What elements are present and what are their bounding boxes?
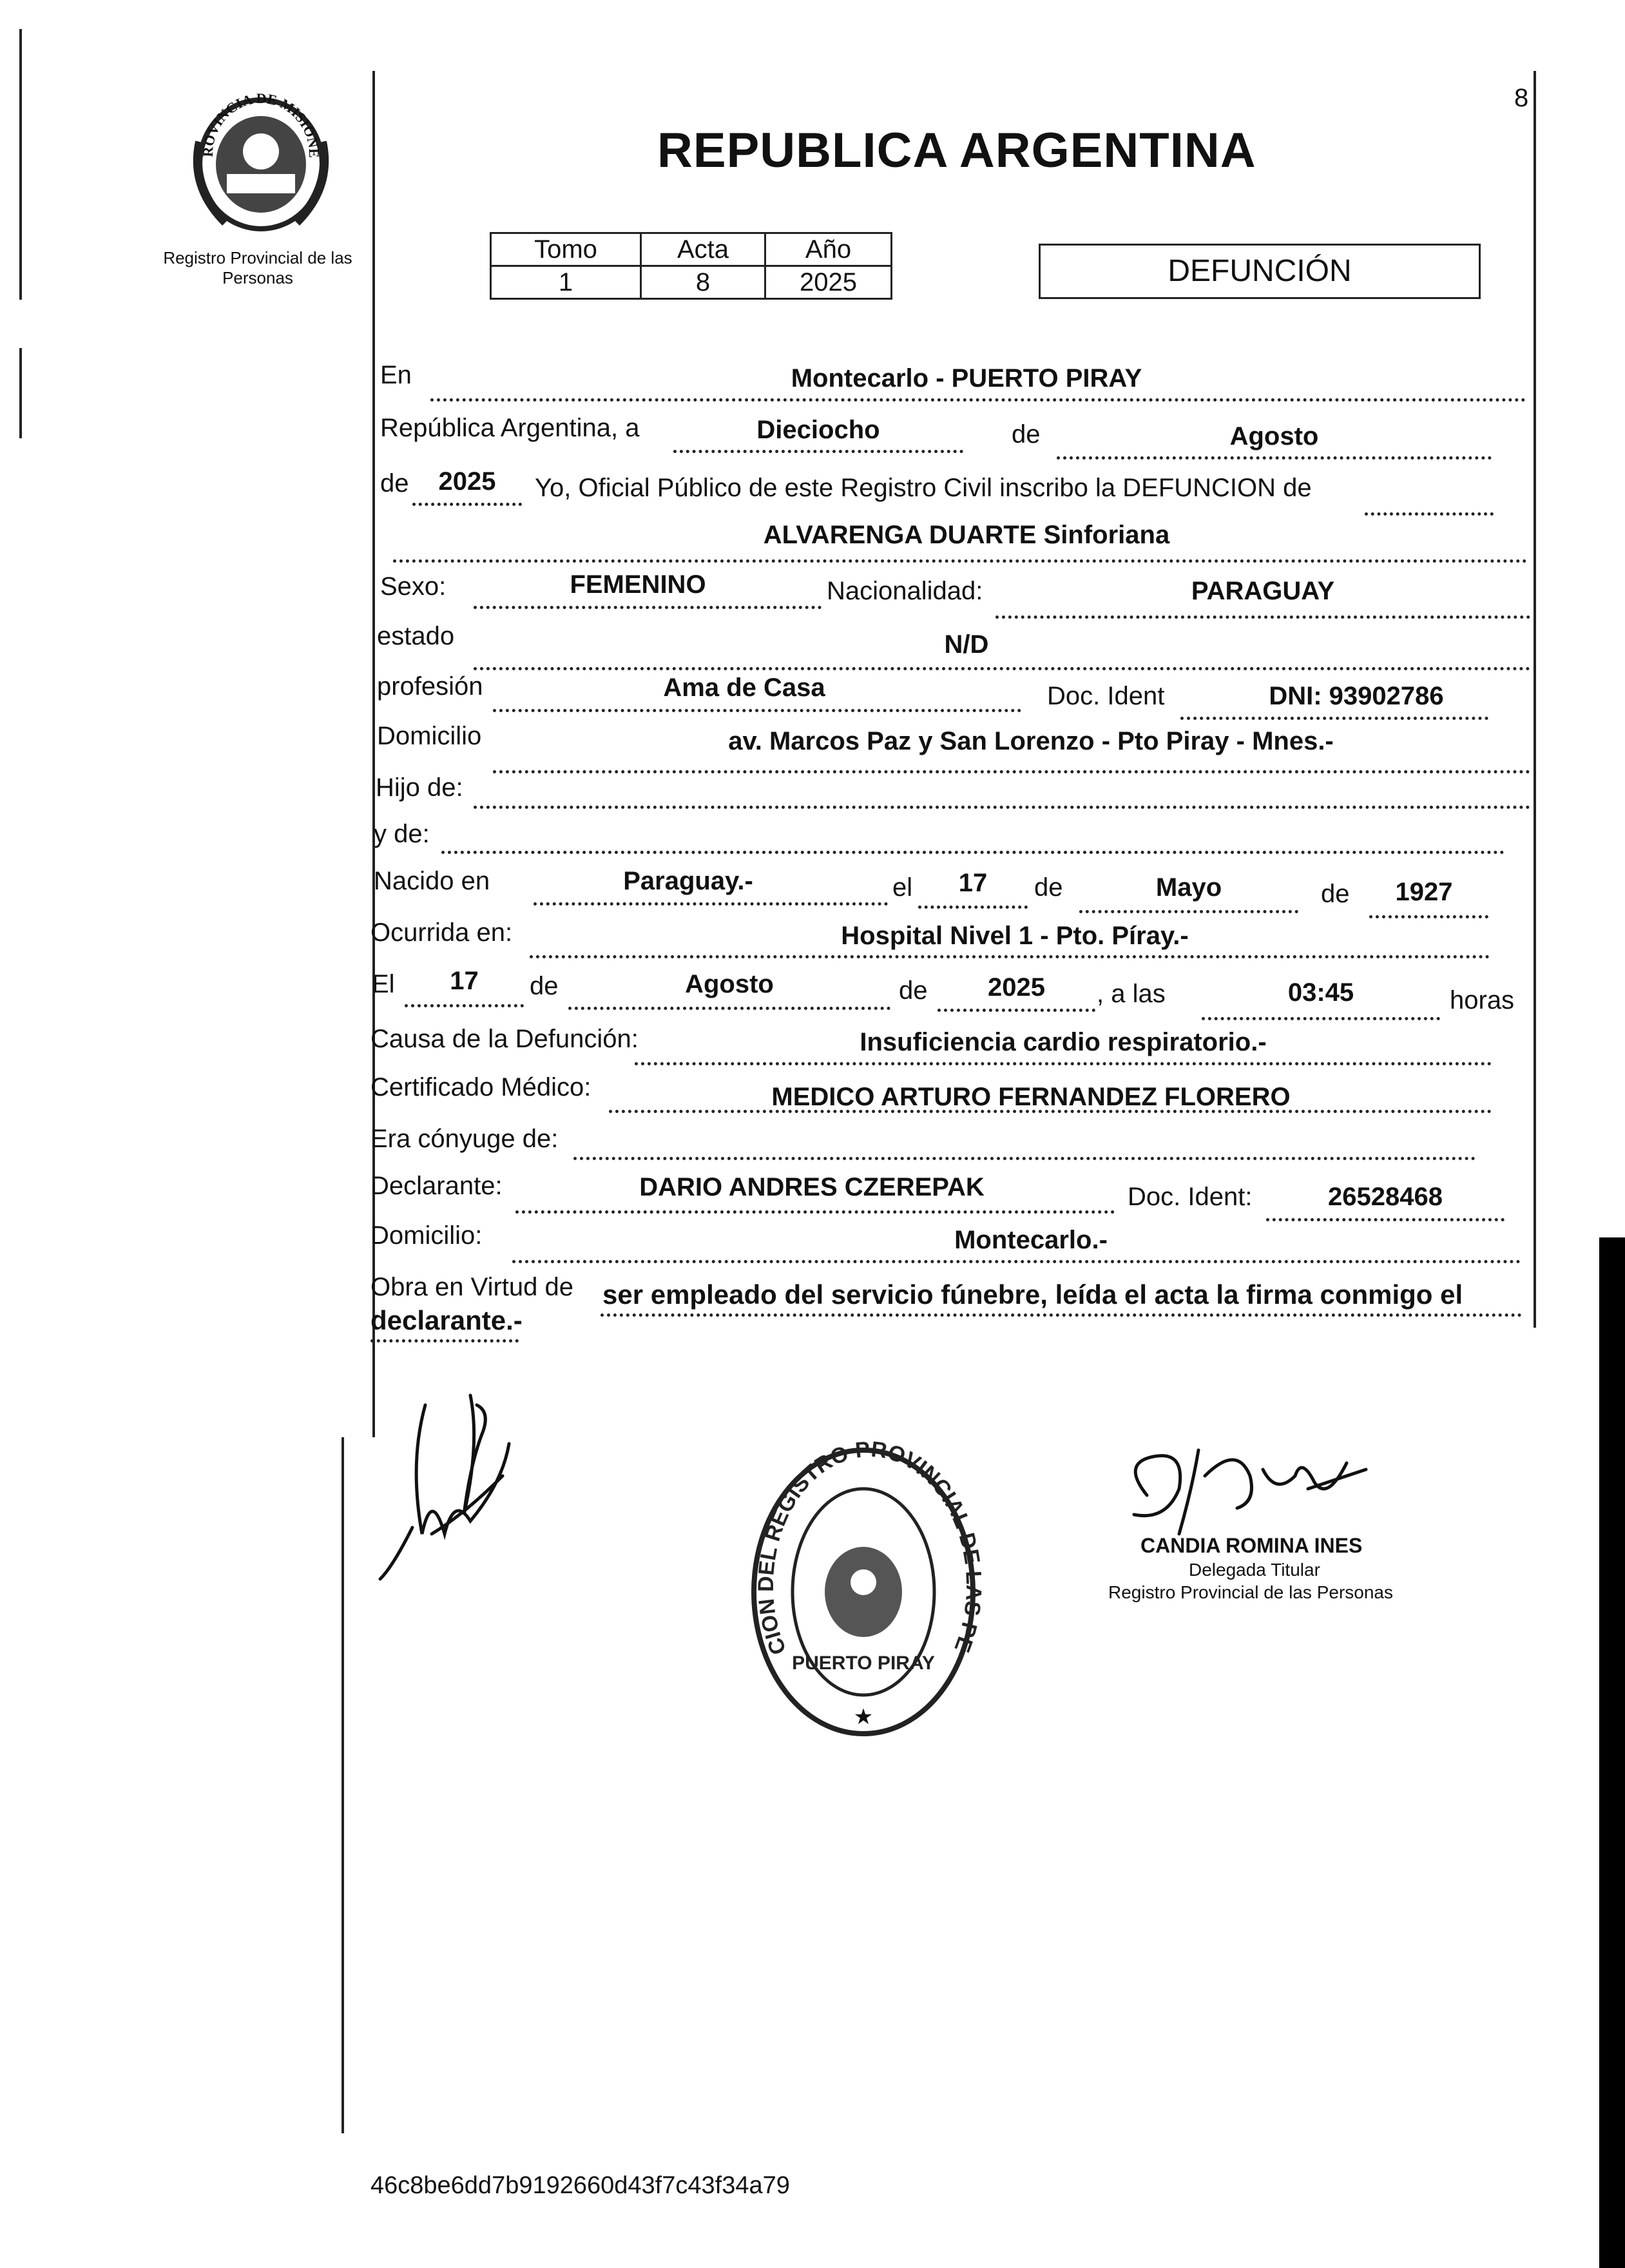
official-signature — [1108, 1437, 1379, 1540]
page-number: 8 — [1514, 84, 1529, 112]
label-conyuge: Era cónyuge de: — [370, 1125, 559, 1153]
value-estado: N/D — [944, 630, 989, 659]
label-de-fallecio-anio: de — [899, 976, 928, 1005]
label-nacido-en: Nacido en — [374, 867, 490, 895]
dots-fallecio-anio — [938, 1009, 1095, 1012]
dots-nacionalidad — [995, 615, 1530, 619]
form-right-border — [1534, 71, 1536, 1328]
value-declarante-domicilio: Montecarlo.- — [954, 1226, 1108, 1254]
value-profesion: Ama de Casa — [663, 674, 825, 702]
value-causa: Insuficiencia cardio respiratorio.- — [860, 1028, 1267, 1056]
dots-nacido-mes — [1079, 910, 1298, 913]
label-profesion: profesión — [377, 672, 483, 701]
dots-doc-ident — [1180, 717, 1488, 720]
value-certificado: MEDICO ARTURO FERNANDEZ FLORERO — [771, 1083, 1291, 1111]
dots-ocurrida-en — [530, 955, 1490, 958]
book-table-header: Año — [765, 233, 892, 266]
book-table-value-row — [491, 266, 892, 299]
book-table-header: Acta — [641, 233, 765, 266]
signatory-office: Registro Provincial de las Personas — [1108, 1582, 1393, 1602]
value-obra-line1: ser empleado del servicio fúnebre, leída el acta la firma conmigo el — [602, 1279, 1463, 1310]
value-fallecio-anio: 2025 — [988, 973, 1045, 1002]
dots-nombre — [393, 559, 1527, 563]
document-hash: 46c8be6dd7b9192660d43f7c43f34a79 — [370, 2172, 790, 2199]
dots-sexo — [474, 606, 822, 609]
book-table — [490, 232, 892, 300]
record-type-box: DEFUNCIÓN — [1039, 244, 1481, 299]
value-nacido-dia: 17 — [958, 869, 988, 897]
dots-dia — [673, 450, 963, 453]
book-table-header-row — [491, 233, 892, 266]
label-de-fallecio-mes: de — [530, 972, 559, 1000]
label-domicilio-declarante: Domicilio: — [370, 1221, 483, 1250]
value-nacionalidad: PARAGUAY — [1191, 577, 1335, 605]
value-declarante: DARIO ANDRES CZEREPAK — [639, 1173, 985, 1201]
dots-declarante-domicilio — [512, 1260, 1521, 1263]
dots-nacido-dia — [918, 906, 1028, 909]
value-nacido-mes: Mayo — [1155, 873, 1222, 902]
label-declarante: Declarante: — [370, 1172, 503, 1200]
dots-obra — [601, 1313, 1522, 1317]
label-yo-oficial: Yo, Oficial Público de este Registro Civil inscribo la DEFUNCION de — [535, 474, 1312, 502]
label-nacionalidad: Nacionalidad: — [827, 577, 983, 605]
label-estado: estado — [377, 622, 455, 650]
book-table-cell: 2025 — [765, 266, 892, 299]
value-domicilio: av. Marcos Paz y San Lorenzo - Pto Piray - Mnes.- — [728, 727, 1334, 755]
dots-causa — [635, 1062, 1492, 1065]
book-table-cell: 1 — [491, 266, 641, 299]
value-anio: 2025 — [438, 467, 496, 496]
book-table-header: Tomo — [491, 233, 641, 266]
dots-lugar — [430, 398, 1526, 402]
label-horas: horas — [1450, 986, 1515, 1014]
declarant-signature — [374, 1386, 528, 1585]
dots-anio — [412, 503, 522, 506]
dots-estado — [474, 667, 1530, 670]
dots-hora — [1202, 1017, 1440, 1020]
left-margin-line-top — [19, 29, 22, 300]
stamp-emblem-icon — [825, 1547, 902, 1637]
label-causa: Causa de la Defunción: — [370, 1025, 639, 1053]
dots-obra-line2 — [370, 1339, 519, 1342]
label-y-de: y de: — [374, 820, 430, 848]
registry-stamp — [741, 1431, 986, 1740]
dots-domicilio — [493, 770, 1530, 773]
dots-declarante — [515, 1210, 1115, 1214]
label-el-cap: El — [372, 970, 395, 998]
book-table-cell: 8 — [641, 266, 765, 299]
value-nombre: ALVARENGA DUARTE Sinforiana — [763, 521, 1170, 549]
stamp-ring-text: CION DEL REGISTRO PROVINCIAL DE LAS PE — [753, 1437, 986, 1658]
label-de: de — [1012, 420, 1041, 449]
dots-conyuge — [573, 1157, 1476, 1160]
label-doc-ident: Doc. Ident — [1047, 682, 1165, 710]
value-dia-letras: Dieciocho — [756, 416, 880, 444]
form-left-border-lower — [341, 1437, 344, 2133]
dots-nacido-lugar — [534, 902, 888, 906]
label-sexo: Sexo: — [380, 572, 447, 601]
value-fallecio-dia: 17 — [450, 967, 479, 995]
signatory-name: CANDIA ROMINA INES — [1140, 1534, 1363, 1557]
dots-declarante-doc — [1266, 1218, 1505, 1221]
label-a-las: , a las — [1097, 980, 1166, 1008]
dots-nacido-anio — [1369, 915, 1488, 918]
label-de-nacido-anio: de — [1321, 880, 1350, 908]
dots-mes — [1057, 456, 1492, 460]
signatory-role: Delegada Titular — [1189, 1560, 1320, 1580]
value-mes: Agosto — [1229, 422, 1319, 451]
value-lugar: Montecarlo - PUERTO PIRAY — [791, 364, 1142, 393]
label-certificado: Certificado Médico: — [370, 1073, 591, 1101]
seal-text: ROVINCIA DE MISIONE — [199, 90, 323, 159]
value-fallecio-mes: Agosto — [685, 970, 774, 998]
dots-fallecio-mes — [568, 1007, 890, 1010]
label-obra: Obra en Virtud de — [370, 1273, 574, 1301]
label-en: En — [380, 361, 412, 389]
registry-label: Registro Provincial de las Personas — [163, 248, 352, 287]
label-el: el — [892, 873, 913, 902]
value-nacido-anio: 1927 — [1395, 878, 1453, 906]
label-hijo-de: Hijo de: — [376, 773, 463, 802]
dots-hijo-de — [474, 806, 1530, 809]
value-doc-ident: DNI: 93902786 — [1269, 682, 1444, 710]
value-ocurrida-en: Hospital Nivel 1 - Pto. Píray.- — [841, 922, 1189, 950]
value-hora: 03:45 — [1287, 978, 1354, 1007]
value-sexo: FEMENINO — [570, 570, 706, 599]
label-republica: República Argentina, a — [380, 414, 640, 442]
dots-profesion — [493, 709, 1021, 712]
label-ocurrida-en: Ocurrida en: — [370, 918, 513, 947]
scan-edge-bar — [1599, 1237, 1625, 2268]
seal-lettering — [187, 84, 335, 232]
page-title: REPUBLICA ARGENTINA — [657, 123, 1256, 178]
svg-text:PROVINCIA DE MISIONES — [187, 84, 322, 158]
dots-y-de — [441, 851, 1505, 854]
label-doc-ident-declarante: Doc. Ident: — [1128, 1183, 1253, 1211]
value-nacido-lugar: Paraguay.- — [623, 867, 753, 895]
left-margin-line-mid — [19, 348, 22, 438]
value-obra-line2: declarante.- — [370, 1305, 523, 1335]
dots-fallecio-dia — [405, 1004, 524, 1007]
label-de-nacido-mes: de — [1034, 873, 1063, 902]
value-declarante-doc: 26528468 — [1328, 1183, 1443, 1211]
dots-yo-oficial — [1365, 512, 1494, 516]
label-de-anio: de — [380, 469, 409, 498]
stamp-inner-text: PUERTO PIRAY — [792, 1653, 935, 1674]
label-domicilio: Domicilio — [377, 722, 482, 750]
stamp-star-icon: ★ — [853, 1705, 874, 1729]
